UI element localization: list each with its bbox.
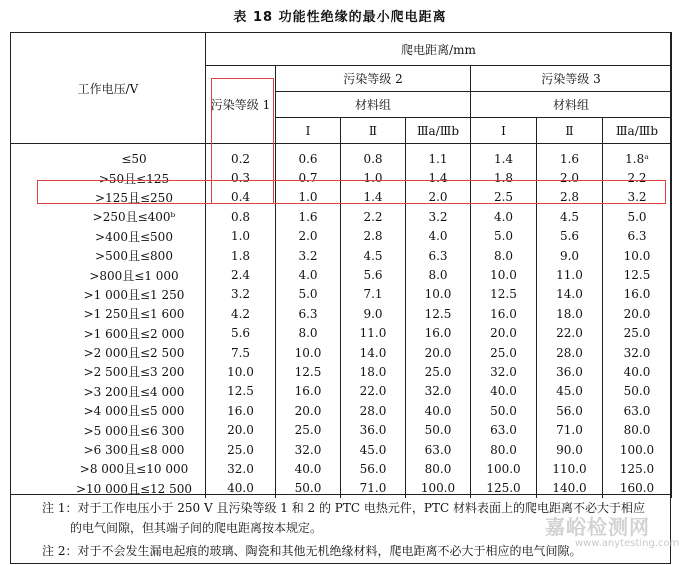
distance-cell: 0.8 (206, 207, 276, 226)
table-row (11, 440, 672, 459)
distance-cell: 50.0 (406, 420, 471, 439)
table-row (11, 265, 672, 284)
voltage-cell: >50且≤125 (11, 168, 206, 187)
distance-cell: 11.0 (537, 265, 603, 284)
distance-cell: 1.4 (341, 188, 406, 207)
distance-cell: 12.5 (206, 382, 276, 401)
distance-cell: 40.0 (276, 459, 341, 478)
distance-cell: 2.0 (537, 168, 603, 187)
table-row (11, 304, 672, 323)
distance-cell: 4.5 (537, 207, 603, 226)
distance-cell: 4.5 (341, 246, 406, 265)
distance-cell: 5.6 (537, 227, 603, 246)
distance-cell: 80.0 (406, 459, 471, 478)
distance-cell: 32.0 (603, 343, 672, 362)
distance-cell: 2.2 (603, 168, 672, 187)
distance-cell: 4.0 (406, 227, 471, 246)
voltage-cell: >10 000且≤12 500 (11, 479, 206, 498)
distance-cell: 3.2 (206, 285, 276, 304)
distance-cell: 4.2 (206, 304, 276, 323)
distance-cell: 20.0 (471, 324, 537, 343)
distance-cell: 5.6 (206, 324, 276, 343)
distance-cell: 4.0 (471, 207, 537, 226)
distance-cell: 18.0 (341, 362, 406, 381)
distance-cell: 0.8 (341, 144, 406, 169)
voltage-cell: >5 000且≤6 300 (11, 420, 206, 439)
distance-cell: 25.0 (406, 362, 471, 381)
voltage-cell: >500且≤800 (11, 246, 206, 265)
distance-cell: 63.0 (406, 440, 471, 459)
distance-cell: 8.0 (276, 324, 341, 343)
table-row (11, 324, 672, 343)
table-row (11, 227, 672, 246)
distance-cell: 50.0 (603, 382, 672, 401)
distance-cell: 2.0 (276, 227, 341, 246)
distance-cell: 25.0 (206, 440, 276, 459)
distance-cell: 28.0 (537, 343, 603, 362)
pd2-material-group-header: 材料组 (276, 92, 471, 118)
creepage-table (10, 32, 672, 498)
distance-cell: 0.4 (206, 188, 276, 207)
note-1-line-1: 注 1：对于工作电压小于 250 V 且污染等级 1 和 2 的 PTC 电热元件，PTC 材料表面上的爬电距离不必大于相应 (42, 501, 645, 515)
distance-cell: 20.0 (406, 343, 471, 362)
table-row (11, 207, 672, 226)
voltage-cell: >800且≤1 000 (11, 265, 206, 284)
voltage-cell: ≤50 (11, 144, 206, 169)
note-2: 注 2：对于不会发生漏电起痕的玻璃、陶瓷和其他无机绝缘材料，爬电距离不必大于相应的电气间隙。 (42, 544, 582, 558)
distance-cell: 1.6 (537, 144, 603, 169)
distance-cell: 25.0 (603, 324, 672, 343)
distance-cell: 1.8 (471, 168, 537, 187)
table-row (11, 144, 672, 169)
distance-cell: 22.0 (537, 324, 603, 343)
pd2-header: 污染等级 2 (276, 66, 471, 92)
distance-cell: 3.2 (603, 188, 672, 207)
distance-cell: 12.5 (471, 285, 537, 304)
distance-cell: 4.0 (276, 265, 341, 284)
table-row (11, 362, 672, 381)
creepage-header: 爬电距离/mm (206, 33, 672, 66)
distance-cell: 11.0 (341, 324, 406, 343)
distance-cell: 2.0 (406, 188, 471, 207)
table-row (11, 285, 672, 304)
distance-cell: 5.0 (603, 207, 672, 226)
distance-cell: 3.2 (406, 207, 471, 226)
pd3-group-2-header: Ⅱ (537, 118, 603, 144)
table-row (11, 246, 672, 265)
distance-cell: 10.0 (276, 343, 341, 362)
distance-cell: 40.0 (471, 382, 537, 401)
distance-cell: 0.3 (206, 168, 276, 187)
distance-cell: 32.0 (206, 459, 276, 478)
distance-cell: 40.0 (206, 479, 276, 498)
distance-cell: 50.0 (276, 479, 341, 498)
watermark-url: www.anytesting.com (575, 538, 680, 549)
distance-cell: 16.0 (603, 285, 672, 304)
voltage-cell: >6 300且≤8 000 (11, 440, 206, 459)
distance-cell: 100.0 (603, 440, 672, 459)
distance-cell: 50.0 (471, 401, 537, 420)
watermark-text: 嘉峪检测网 (545, 515, 650, 539)
voltage-header: 工作电压/V (11, 33, 206, 144)
distance-cell: 20.0 (603, 304, 672, 323)
pd3-material-group-header: 材料组 (471, 92, 672, 118)
pd2-group-1-header: Ⅰ (276, 118, 341, 144)
distance-cell: 125.0 (471, 479, 537, 498)
distance-cell: 6.3 (406, 246, 471, 265)
distance-cell: 16.0 (406, 324, 471, 343)
distance-cell: 80.0 (471, 440, 537, 459)
distance-cell: 36.0 (537, 362, 603, 381)
distance-cell: 12.5 (603, 265, 672, 284)
pd3-header: 污染等级 3 (471, 66, 672, 92)
distance-cell: 63.0 (603, 401, 672, 420)
distance-cell: 160.0 (603, 479, 672, 498)
table-row (11, 168, 672, 187)
voltage-cell: >250且≤400ᵇ (11, 207, 206, 226)
voltage-cell: >400且≤500 (11, 227, 206, 246)
distance-cell: 40.0 (603, 362, 672, 381)
distance-cell: 32.0 (276, 440, 341, 459)
distance-cell: 1.0 (276, 188, 341, 207)
distance-cell: 2.8 (537, 188, 603, 207)
distance-cell: 0.2 (206, 144, 276, 169)
distance-cell: 8.0 (406, 265, 471, 284)
distance-cell: 7.1 (341, 285, 406, 304)
voltage-cell: >125且≤250 (11, 188, 206, 207)
distance-cell: 110.0 (537, 459, 603, 478)
note-1-line-2: 的电气间隙，但其端子间的爬电距离按本规定。 (70, 521, 323, 535)
distance-cell: 71.0 (537, 420, 603, 439)
table-title: 表 18 功能性绝缘的最小爬电距离 (233, 10, 447, 25)
table-row (11, 459, 672, 478)
distance-cell: 125.0 (603, 459, 672, 478)
table-row (11, 420, 672, 439)
distance-cell: 0.6 (276, 144, 341, 169)
distance-cell: 6.3 (603, 227, 672, 246)
distance-cell: 1.8ᵃ (603, 144, 672, 169)
distance-cell: 22.0 (341, 382, 406, 401)
distance-cell: 6.3 (276, 304, 341, 323)
distance-cell: 10.0 (406, 285, 471, 304)
distance-cell: 10.0 (471, 265, 537, 284)
distance-cell: 1.4 (406, 168, 471, 187)
distance-cell: 80.0 (603, 420, 672, 439)
distance-cell: 12.5 (276, 362, 341, 381)
distance-cell: 16.0 (471, 304, 537, 323)
distance-cell: 10.0 (603, 246, 672, 265)
distance-cell: 1.6 (276, 207, 341, 226)
distance-cell: 2.4 (206, 265, 276, 284)
distance-cell: 32.0 (406, 382, 471, 401)
distance-cell: 2.5 (471, 188, 537, 207)
distance-cell: 28.0 (341, 401, 406, 420)
distance-cell: 90.0 (537, 440, 603, 459)
table-row (11, 382, 672, 401)
distance-cell: 5.6 (341, 265, 406, 284)
distance-cell: 100.0 (471, 459, 537, 478)
distance-cell: 9.0 (537, 246, 603, 265)
distance-cell: 16.0 (276, 382, 341, 401)
voltage-cell: >4 000且≤5 000 (11, 401, 206, 420)
pd1-header: 污染等级 1 (206, 66, 276, 144)
distance-cell: 1.4 (471, 144, 537, 169)
pd2-group-2-header: Ⅱ (341, 118, 406, 144)
table-row (11, 343, 672, 362)
voltage-cell: >2 500且≤3 200 (11, 362, 206, 381)
voltage-cell: >8 000且≤10 000 (11, 459, 206, 478)
distance-cell: 2.2 (341, 207, 406, 226)
distance-cell: 3.2 (276, 246, 341, 265)
voltage-cell: >2 000且≤2 500 (11, 343, 206, 362)
distance-cell: 56.0 (537, 401, 603, 420)
voltage-cell: >3 200且≤4 000 (11, 382, 206, 401)
voltage-cell: >1 000且≤1 250 (11, 285, 206, 304)
distance-cell: 14.0 (341, 343, 406, 362)
distance-cell: 25.0 (471, 343, 537, 362)
distance-cell: 14.0 (537, 285, 603, 304)
distance-cell: 8.0 (471, 246, 537, 265)
distance-cell: 9.0 (341, 304, 406, 323)
distance-cell: 10.0 (206, 362, 276, 381)
distance-cell: 12.5 (406, 304, 471, 323)
distance-cell: 16.0 (206, 401, 276, 420)
distance-cell: 0.7 (276, 168, 341, 187)
pd2-group-3-header: Ⅲa/Ⅲb (406, 118, 471, 144)
distance-cell: 1.1 (406, 144, 471, 169)
distance-cell: 5.0 (276, 285, 341, 304)
distance-cell: 1.0 (341, 168, 406, 187)
voltage-cell: >1 250且≤1 600 (11, 304, 206, 323)
distance-cell: 45.0 (341, 440, 406, 459)
distance-cell: 5.0 (471, 227, 537, 246)
distance-cell: 20.0 (276, 401, 341, 420)
table-row (11, 401, 672, 420)
distance-cell: 1.8 (206, 246, 276, 265)
distance-cell: 100.0 (406, 479, 471, 498)
voltage-cell: >1 600且≤2 000 (11, 324, 206, 343)
table-row (11, 188, 672, 207)
distance-cell: 20.0 (206, 420, 276, 439)
distance-cell: 1.0 (206, 227, 276, 246)
distance-cell: 71.0 (341, 479, 406, 498)
pd3-group-1-header: Ⅰ (471, 118, 537, 144)
distance-cell: 140.0 (537, 479, 603, 498)
distance-cell: 25.0 (276, 420, 341, 439)
distance-cell: 7.5 (206, 343, 276, 362)
distance-cell: 2.8 (341, 227, 406, 246)
distance-cell: 36.0 (341, 420, 406, 439)
distance-cell: 56.0 (341, 459, 406, 478)
distance-cell: 40.0 (406, 401, 471, 420)
distance-cell: 18.0 (537, 304, 603, 323)
distance-cell: 32.0 (471, 362, 537, 381)
pd3-group-3-header: Ⅲa/Ⅲb (603, 118, 672, 144)
distance-cell: 63.0 (471, 420, 537, 439)
distance-cell: 45.0 (537, 382, 603, 401)
